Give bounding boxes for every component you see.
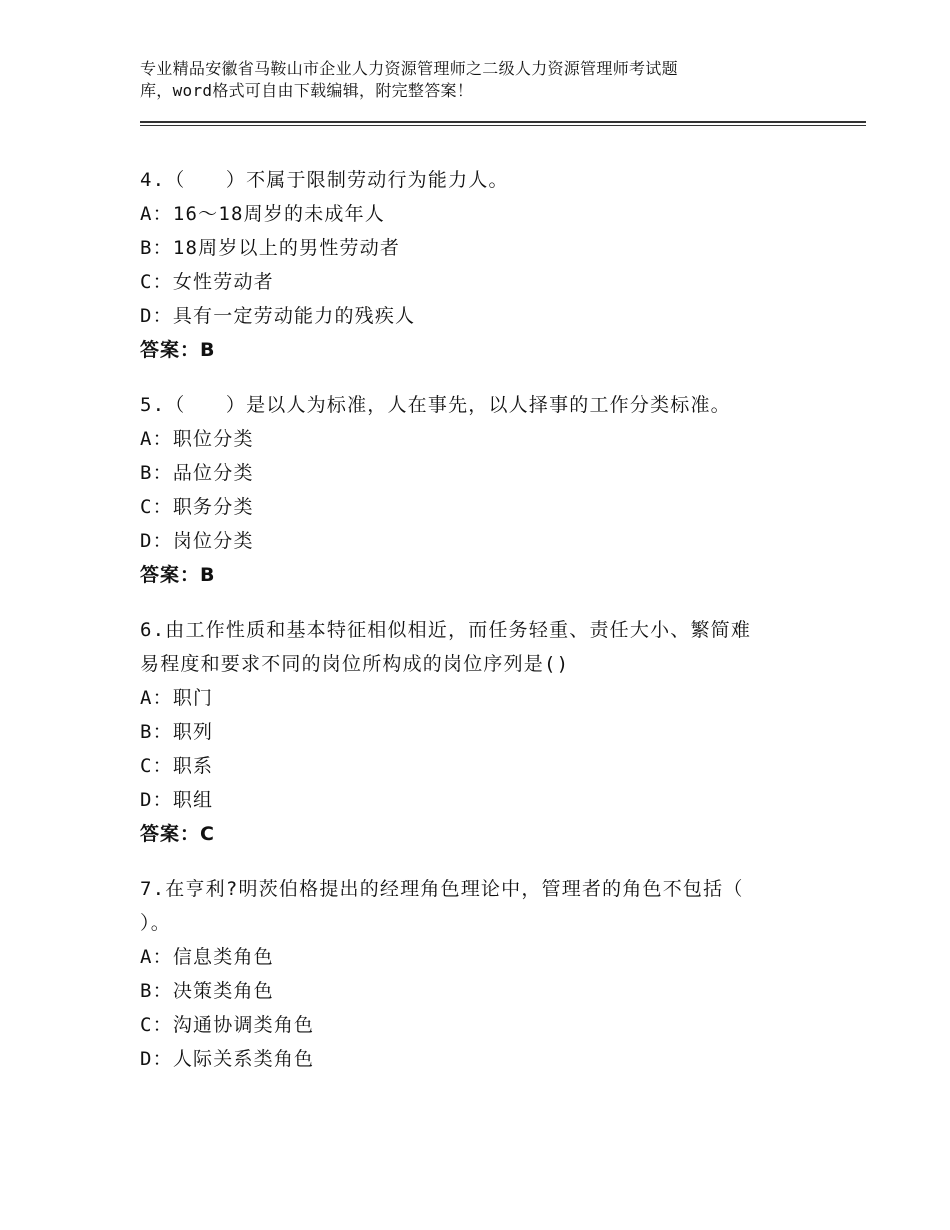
option-b: B：品位分类 [140,462,254,484]
answer-label: 答案：B [140,564,216,586]
option-a: A：信息类角色 [140,946,274,968]
header-divider-thin [140,125,866,126]
question-text-line-1: 7.在亨利?明茨伯格提出的经理角色理论中，管理者的角色不包括（ [140,878,744,900]
option-c: C：沟通协调类角色 [140,1014,315,1036]
option-d: D：人际关系类角色 [140,1048,315,1070]
question-4 [140,163,820,367]
question-text: 5.（ ）是以人为标准，人在事先，以人择事的工作分类标准。 [140,394,731,416]
header-divider [140,121,866,123]
option-c: C：职务分类 [140,496,254,518]
question-text: 4.（ ）不属于限制劳动行为能力人。 [140,169,509,191]
option-d: D：具有一定劳动能力的残疾人 [140,305,416,327]
question-text-line-2: 易程度和要求不同的岗位所构成的岗位序列是() [140,653,570,675]
answer-label: 答案：B [140,339,216,361]
question-text-line-2: ）。 [140,912,171,934]
header-title-line-1: 专业精品安徽省马鞍山市企业人力资源管理师之二级人力资源管理师考试题 [140,59,678,78]
option-b: B：18周岁以上的男性劳动者 [140,237,401,259]
question-5 [140,388,820,592]
document-header [140,58,780,102]
option-d: D：岗位分类 [140,530,254,552]
option-c: C：女性劳动者 [140,271,274,293]
header-title-line-2: 库，word格式可自由下载编辑，附完整答案！ [140,81,474,100]
question-text-line-1: 6.由工作性质和基本特征相似相近，而任务轻重、责任大小、繁简难 [140,619,752,641]
question-list [140,163,820,1097]
option-c: C：职系 [140,755,214,777]
question-7 [140,872,820,1076]
option-a: A：职门 [140,687,214,709]
option-b: B：决策类角色 [140,980,274,1002]
answer-label: 答案：C [140,823,215,845]
option-a: A：16～18周岁的未成年人 [140,203,385,225]
option-a: A：职位分类 [140,428,254,450]
option-d: D：职组 [140,789,214,811]
option-b: B：职列 [140,721,214,743]
question-6 [140,613,820,851]
